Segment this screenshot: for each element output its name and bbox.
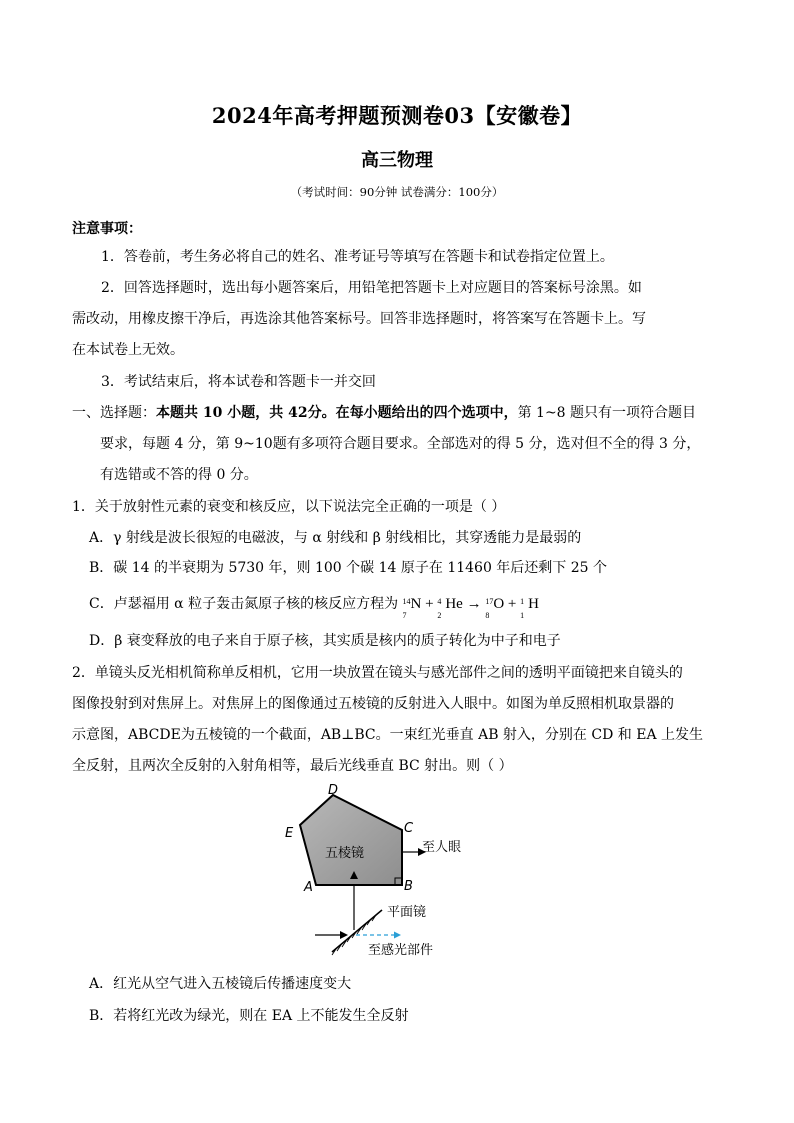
label-d: D [328, 783, 339, 798]
to-sensor-label: 至感光部件 [368, 943, 434, 958]
subject-title: 高三物理 [361, 150, 433, 171]
q1-stem: 1．关于放射性元素的衰变和核反应，以下说法完全正确的一项是（ ） [72, 499, 506, 515]
section-1-line-2: 要求，每题 4 分，第 9~10题有多项符合题目要求。全部选对的得 5 分，选对但不全的得 3 分， [100, 436, 701, 452]
prism-label: 五棱镜 [325, 846, 365, 861]
section-1-rest: 第 1~8 题只有一项符合题目 [517, 405, 697, 421]
q2-option-b: B．若将红光改为绿光，则在 EA 上不能发生全反射 [89, 1008, 409, 1024]
note-item-3: 3．考试结束后，将本试卷和答题卡一并交回 [101, 374, 376, 390]
label-a: A [304, 880, 313, 895]
q2-option-a: A．红光从空气进入五棱镜后传播速度变大 [89, 976, 352, 992]
q1-option-a: A．γ 射线是波长很短的电磁波，与 α 射线和 β 射线相比，其穿透能力是最弱的 [89, 530, 582, 546]
section-1-bold: 本题共 10 小题，共 42分。在每小题给出的四个选项中， [156, 405, 518, 421]
note-item-2-line-1: 2．回答选择题时，选出每小题答案后，用铅笔把答题卡上对应题目的答案标号涂黑。如 [101, 280, 642, 296]
q1-option-b: B．碳 14 的半衰期为 5730 年，则 100 个碳 14 原子在 11460 年后还剩下 25 个 [89, 560, 608, 576]
note-item-2-line-3: 在本试卷上无效。 [72, 342, 184, 358]
pentaprism-figure [270, 780, 500, 970]
notes-heading: 注意事项： [72, 221, 142, 237]
exam-title: 2024年高考押题预测卷03【安徽卷】 [211, 103, 583, 128]
exam-info: （考试时间：90分钟 试卷满分：100分） [290, 185, 504, 199]
q2-line-4: 全反射，且两次全反射的入射角相等，最后光线垂直 BC 射出。则（ ） [72, 758, 513, 774]
q2-line-2: 图像投射到对焦屏上。对焦屏上的图像通过五棱镜的反射进入人眼中。如图为单反照相机取景器的 [72, 696, 674, 712]
incoming-arrow-icon [340, 931, 348, 939]
mirror-label: 平面镜 [387, 905, 427, 920]
label-c: C [404, 821, 414, 836]
section-1-prefix: 一、选择题： [72, 405, 156, 421]
q1-option-c [89, 593, 539, 620]
section-1-line-1 [72, 402, 696, 424]
to-eye-label: 至人眼 [422, 840, 462, 855]
label-e: E [285, 826, 294, 841]
label-b: B [404, 879, 413, 894]
q2-line-3: 示意图，ABCDE为五棱镜的一个截面，AB⊥BC。一束红光垂直 AB 射入，分别在 CD 和 EA 上发生 [72, 727, 704, 743]
nuclear-reaction-equation: 14 7 N + 4 2 He → 17 8 O + 1 1 H [402, 596, 539, 620]
q1-option-c-text: C．卢瑟福用 α 粒子轰击氮原子核的核反应方程为 [89, 596, 399, 612]
note-item-2-line-2: 需改动，用橡皮擦干净后，再选涂其他答案标号。回答非选择题时，将答案写在答题卡上。写 [72, 311, 646, 327]
prism-shape [300, 795, 402, 885]
q1-option-d: D．β 衰变释放的电子来自于原子核，其实质是核内的质子转化为中子和电子 [89, 633, 561, 649]
q2-line-1: 2．单镜头反光相机简称单反相机，它用一块放置在镜头与感光部件之间的透明平面镜把来自镜头的 [72, 665, 683, 681]
section-1-line-3: 有选错或不答的得 0 分。 [100, 467, 258, 483]
note-item-1: 1．答卷前，考生务必将自己的姓名、准考证号等填写在答题卡和试卷指定位置上。 [101, 249, 614, 265]
sensor-arrow-icon [394, 932, 401, 939]
